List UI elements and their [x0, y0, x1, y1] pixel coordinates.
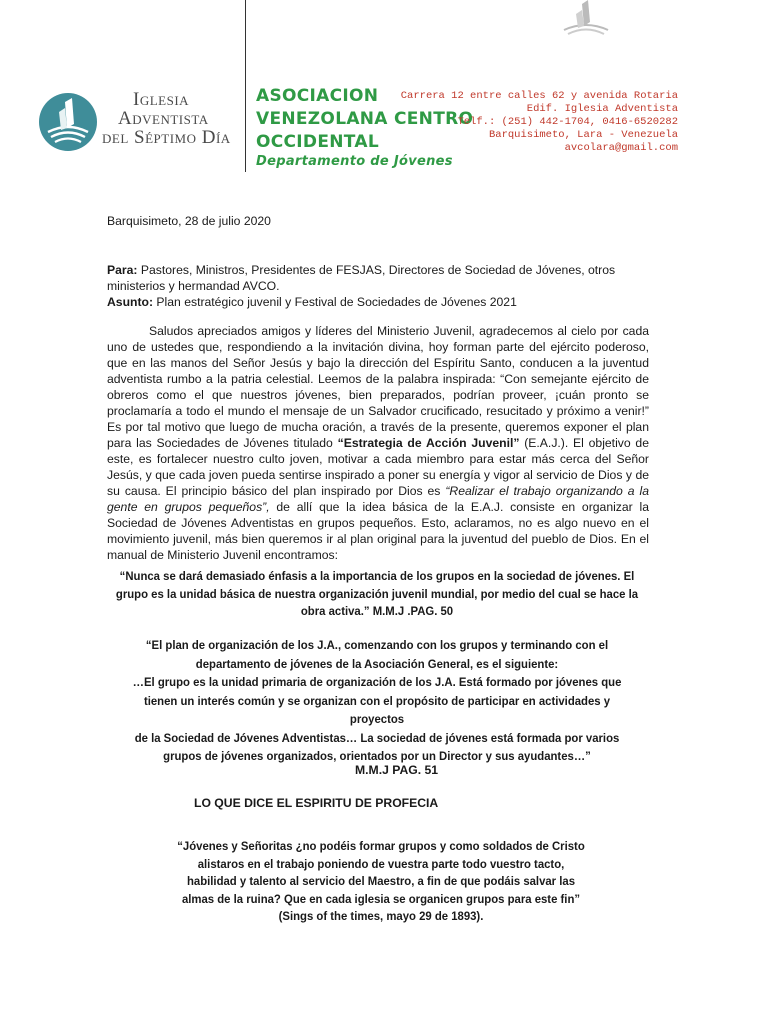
letter-date: Barquisimeto, 28 de julio 2020: [107, 214, 271, 228]
adventist-logo-icon: [38, 92, 98, 152]
intro-paragraph: [107, 323, 649, 563]
para-part-1: Saludos apreciados amigos y líderes del Ministerio Juvenil, agradecemos al cielo por cada uno de ustedes que, respondiendo a la invitación divina, hoy forman parte del ejército poderoso, que en las manos del Señor Jesús y bajo la dirección del Espíritu Santo, conducen a la juventud adventista rumbo a la patria celestial. Leemos de la palabra inspirada: “Con semejante ejército de obreros como el que nuestros jóvenes, bien preparados, podrían proveer, ¡cuán pronto se proclamaría a todo el mundo el mensaje de un Salvador crucificado, resucitado y próximo a venir!” Es por tal motivo que luego de mucha oración, a través de la presente, queremos exponer el plan para las Sociedades de Jóvenes titulado: [107, 324, 649, 450]
email-link[interactable]: avcolara@gmail.com: [564, 142, 678, 154]
quote-line: tienen un interés común y se organizan con el propósito de participar en actividades y proyectos: [143, 693, 611, 726]
quote-mmj-50: “Nunca se dará demasiado énfasis a la importancia de los grupos en la sociedad de jóvenes. El grupo es la unidad básica de nuestra organización juvenil mundial, por medio del cual se hace la obra activa.” M.M.J .PAG. 50: [115, 569, 639, 618]
para-part-3: de allí que la idea básica de la E.A.J. consiste en organizar la Sociedad de Jóvenes Adventistas en grupos pequeños. Esto, aclaramos, no es algo nuevo en el movimiento juvenil, más bien queremos ir al plan original para la juventud del pueblo de Dios. En el manual de Ministerio Juvenil encontramos:: [107, 500, 649, 562]
quote-spirit-of-prophecy: [148, 838, 615, 926]
quote-line: “El plan de organización de los J.A., comenzando con los grupos y terminando con el: [145, 638, 609, 652]
association-name-line-1: ASOCIACION: [256, 86, 379, 106]
quote-line: …El grupo es la unidad primaria de organización de los J.A. Está formado por jóvenes que: [132, 675, 622, 689]
quote-line: de la Sociedad de Jóvenes Adventistas… La sociedad de jóvenes está formada por varios: [134, 730, 620, 745]
quote-mmj-51: [116, 636, 639, 766]
association-name-line-2: VENEZOLANA CENTRO: [256, 109, 474, 129]
phone-line: Telf.: (251) 442-1704, 0416-6520282: [457, 116, 678, 128]
quote-line: habilidad y talento al servicio del Maestro, a fin de que podáis salvar las: [186, 874, 576, 888]
strategy-title: “Estrategia de Acción Juvenil”: [337, 436, 520, 450]
address-line-city: Barquisimeto, Lara - Venezuela: [488, 129, 678, 141]
subject-label: Asunto:: [107, 295, 154, 309]
church-name-line-2: Adventista: [118, 108, 209, 129]
principle-quote: “Realizar el trabajo organizando a la gente en grupos pequeños”,: [107, 484, 649, 514]
church-name-line-3: del Séptimo Día: [102, 127, 231, 148]
department-name: Departamento de Jóvenes: [256, 154, 453, 169]
recipients: [107, 262, 652, 294]
church-name-line-1: Iglesia: [133, 89, 190, 110]
address-line-2: Edif. Iglesia Adventista: [526, 103, 678, 115]
address-line-1: Carrera 12 entre calles 62 y avenida Rotaria: [400, 90, 678, 102]
subject: [107, 294, 517, 310]
quote-line: alistaros en el trabajo poniendo de vuestra parte todo vuestro tacto,: [197, 856, 565, 871]
association-name-line-3: OCCIDENTAL: [256, 132, 379, 152]
quote-line: (Sings of the times, mayo 29 de 1893).: [278, 909, 484, 923]
quote-reference: M.M.J PAG. 51: [355, 763, 439, 777]
recipients-text: Pastores, Ministros, Presidentes de FESJAS, Directores de Sociedad de Jóvenes, otros ministerios y hermandad AVCO.: [107, 263, 616, 293]
header-divider: [245, 0, 246, 172]
quote-line: grupos de jóvenes organizados, orientados por un Director y sus ayudantes…”: [163, 749, 591, 763]
recipients-label: Para:: [107, 263, 138, 277]
quote-line: departamento de jóvenes de la Asociación General, es el siguiente:: [195, 656, 559, 671]
para-part-2: (E.A.J.). El objetivo de este, es fortalecer nuestro culto joven, motivar a cada miembro para estar más cerca del Señor Jesús, y que cada joven pueda sentirse inspirado a poner su energía y vigor al servicio de Dios y de su causa. El principio básico del plan inspirado por Dios es: [107, 436, 649, 498]
section-heading: LO QUE DICE EL ESPIRITU DE PROFECIA: [194, 796, 439, 810]
quote-line: “Jóvenes y Señoritas ¿no podéis formar grupos y como soldados de Cristo: [177, 839, 585, 853]
subject-text: Plan estratégico juvenil y Festival de Sociedades de Jóvenes 2021: [153, 295, 517, 309]
quote-line: almas de la ruina? Que en cada iglesia se organicen grupos para este fin”: [181, 891, 581, 906]
church-emblem-icon: [556, 0, 616, 38]
